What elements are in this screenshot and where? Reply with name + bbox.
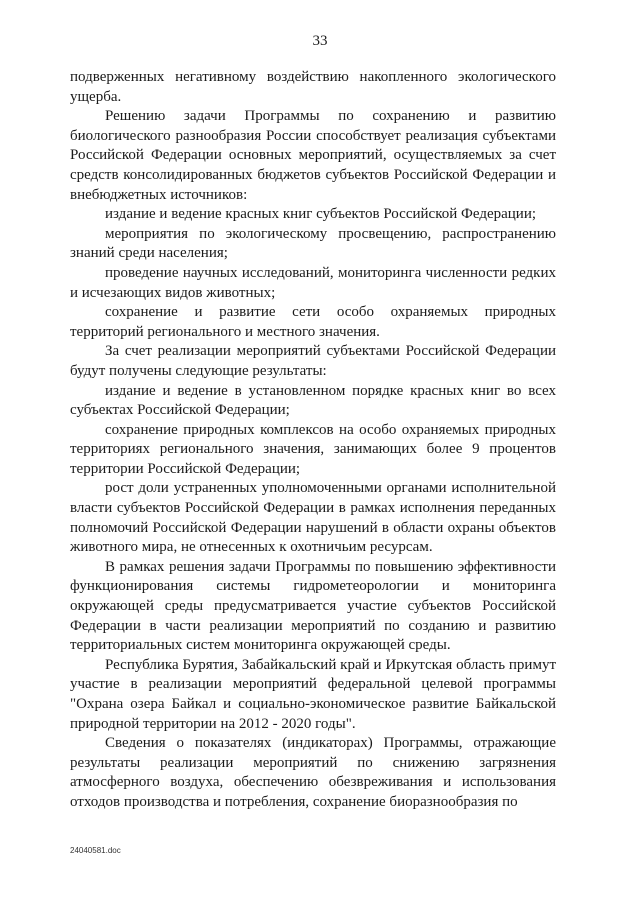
paragraph: В рамках решения задачи Программы по повышению эффективности функционирования системы гидрометеорологии и мониторинга окружающей среды предусматривается участие субъектов Российской Федерации в части реализации мероприятий по созданию и развитию территориальных систем мониторинга окружающей среды. — [70, 558, 556, 654]
list-item: издание и ведение в установленном порядке красных книг во всех субъектах Российской Федерации; — [70, 382, 556, 419]
list-item: рост доли устраненных уполномоченными органами исполнительной власти субъектов Российской Федерации в рамках исполнения переданных полномочий Российской Федерации нарушений в области охраны объектов животного мира, не отнесенных к охотничьим ресурсам. — [70, 480, 556, 556]
list-item: проведение научных исследований, мониторинга численности редких и исчезающих видов животных; — [70, 264, 556, 301]
paragraph: Сведения о показателях (индикаторах) Программы, отражающие результаты реализации мероприятий по снижению загрязнения атмосферного воздуха, обеспечению обезвреживания и использования отходов производства и потребления, сохранение биоразнообразия по — [70, 735, 556, 810]
document-file-code: 24040581.doc — [70, 846, 121, 855]
list-item: сохранение и развитие сети особо охраняемых природных территорий регионального и местного значения. — [70, 304, 556, 340]
list-item: издание и ведение красных книг субъектов Российской Федерации; — [105, 206, 537, 223]
list-item: мероприятия по экологическому просвещению, распространению знаний среди населения; — [70, 225, 556, 262]
list-item: сохранение природных комплексов на особо охраняемых природных территориях регионального значения, занимающих более 9 процентов территории Российской Федерации; — [70, 421, 556, 477]
paragraph: Республика Бурятия, Забайкальский край и Иркутская область примут участие в реализации мероприятий федеральной целевой программы "Охрана озера Байкал и социально-экономическое развитие Байкальской природной территории на 2012 - 2020 годы". — [70, 656, 556, 732]
document-body — [70, 68, 556, 813]
paragraph: Решению задачи Программы по сохранению и развитию биологического разнообразия России способствует реализация субъектами Российской Федерации основных мероприятий, осуществляемых за счет средств консолидированных бюджетов субъектов Российской Федерации и внебюджетных источников: — [70, 108, 556, 203]
paragraph: За счет реализации мероприятий субъектами Российской Федерации будут получены следующие результаты: — [70, 343, 556, 379]
paragraph: подверженных негативному воздействию накопленного экологического ущерба. — [70, 69, 556, 105]
page-number: 33 — [312, 33, 328, 49]
